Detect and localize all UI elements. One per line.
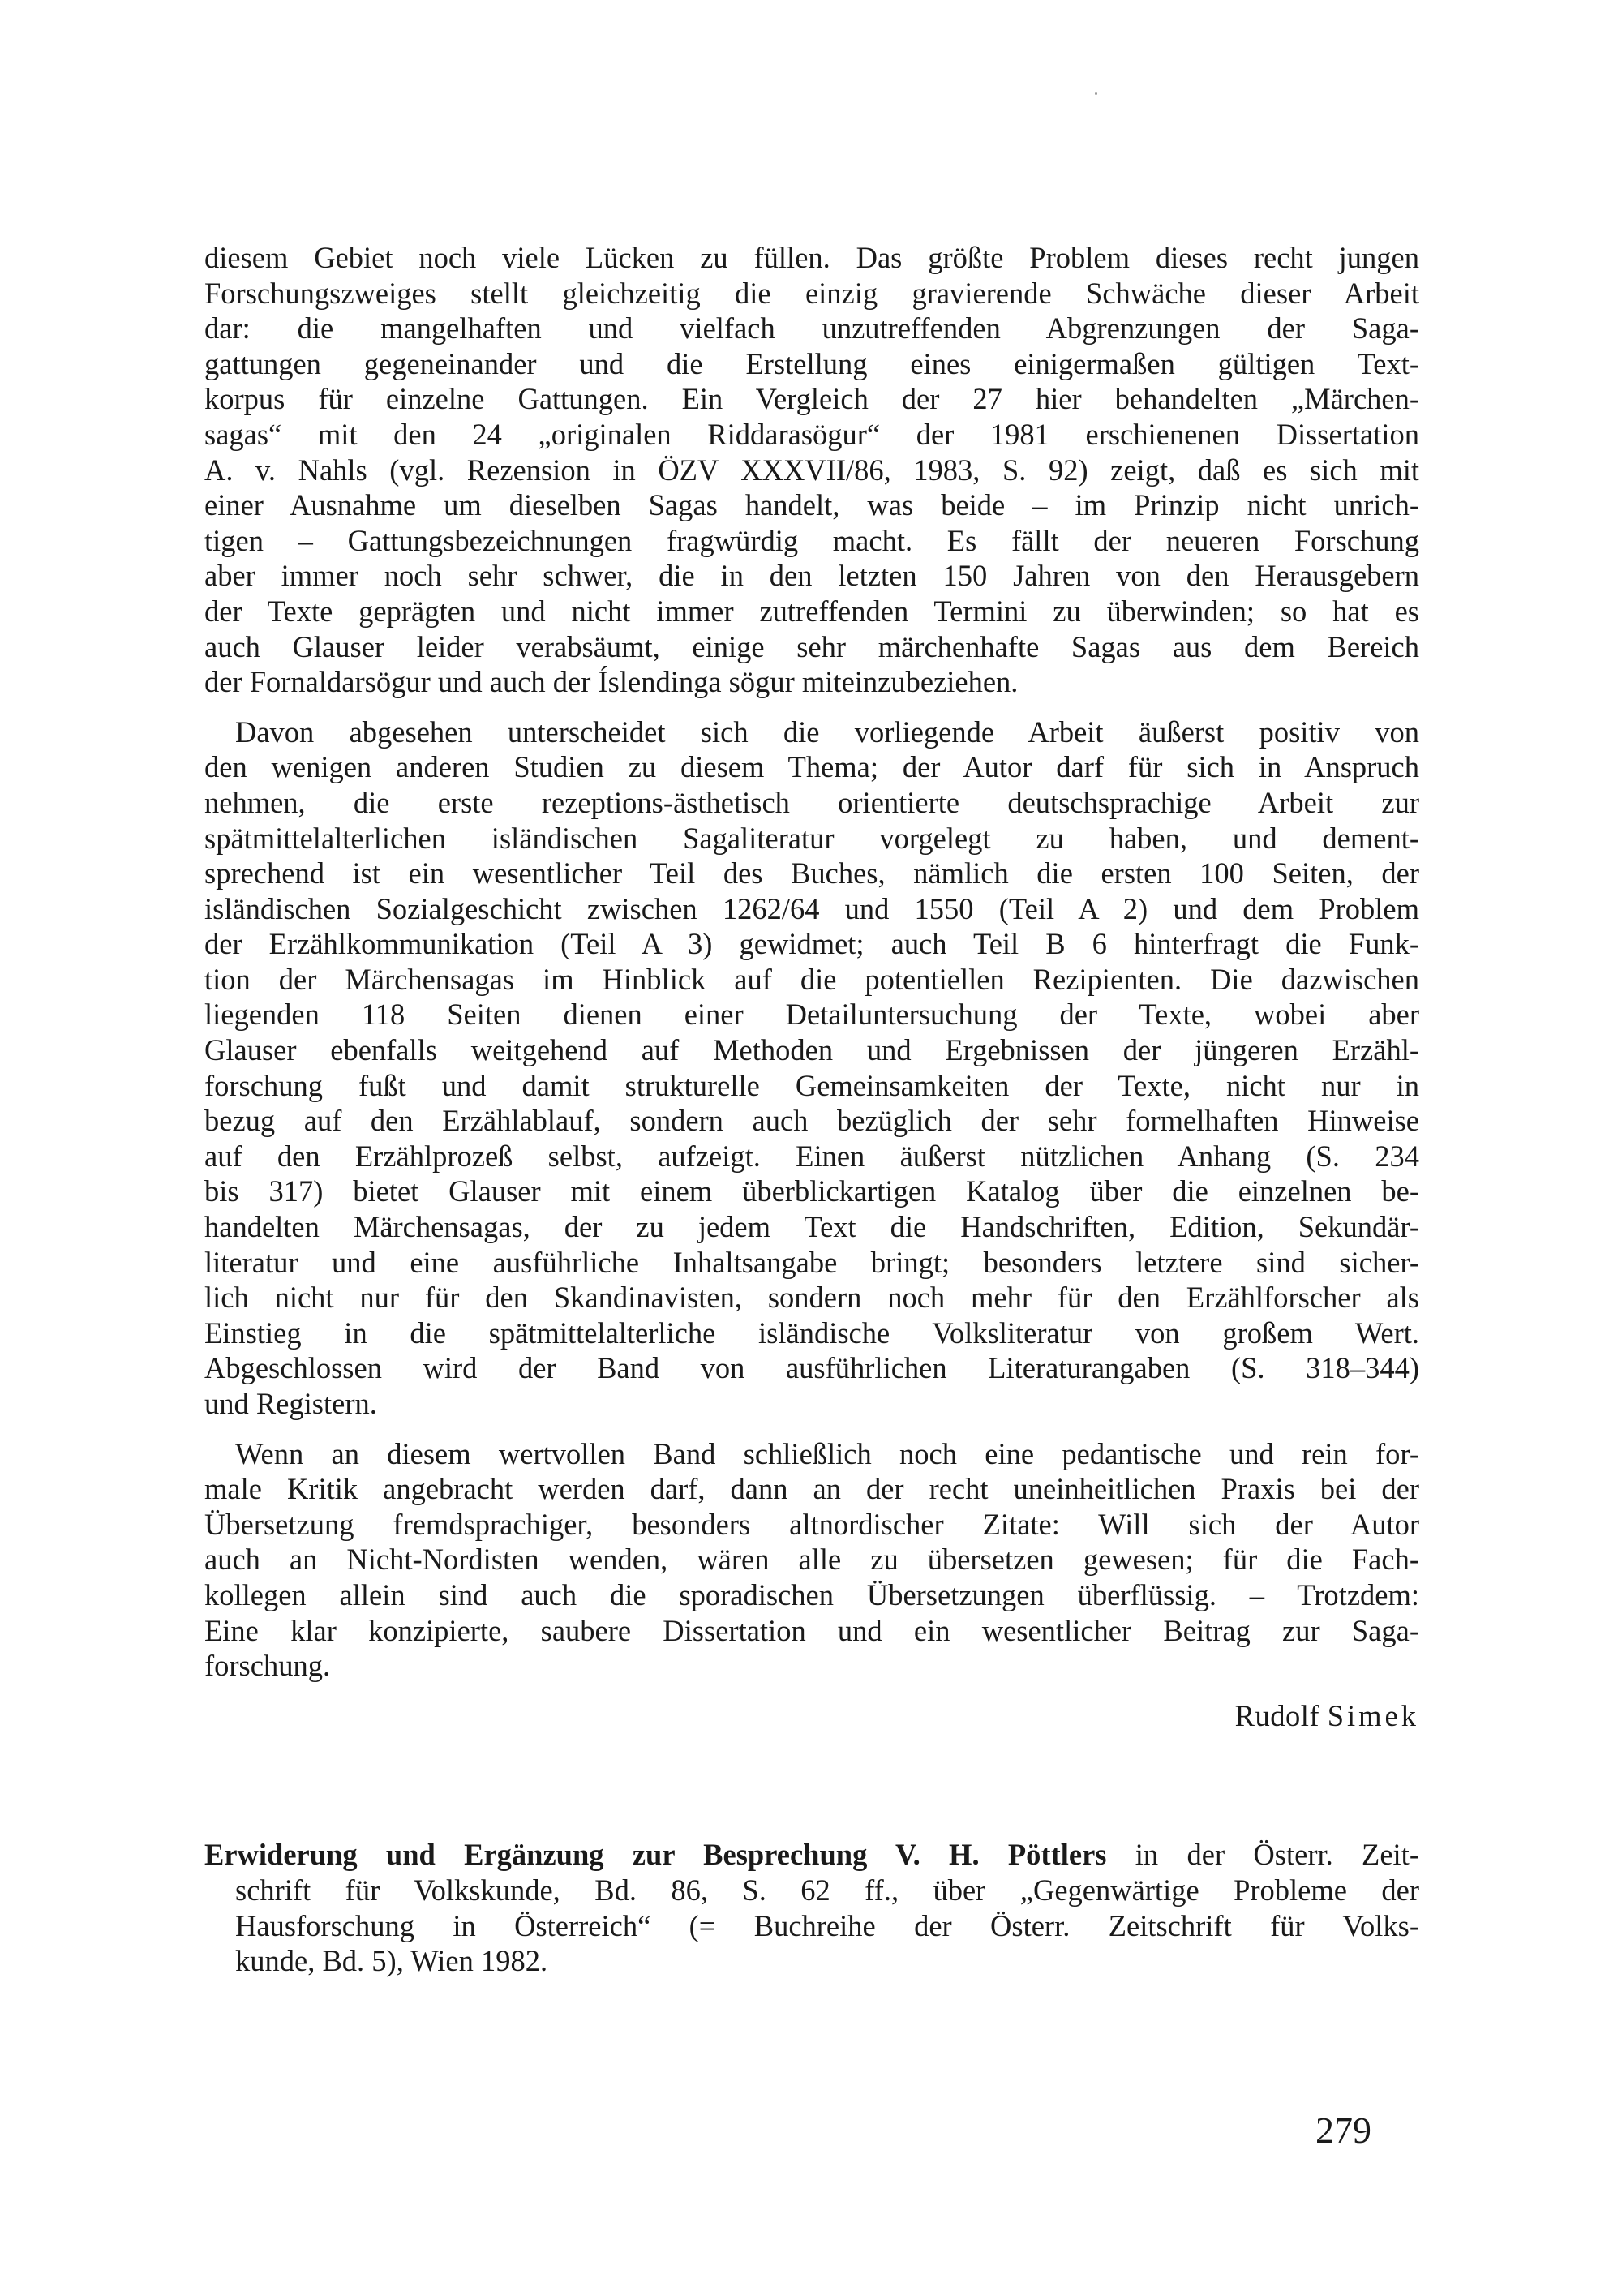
text-line: isländischen Sozialgeschicht zwischen 1262/64 und 1550 (Teil A 2) und dem Problem <box>204 891 1419 925</box>
paragraph-gap <box>204 1422 1419 1436</box>
document-body <box>204 240 1419 1979</box>
page-number: 279 <box>1315 2109 1371 2151</box>
text-line: Einstieg in die spätmittelalterliche isländische Volksliteratur von großem Wert. <box>204 1315 1419 1350</box>
text-line: sagas“ mit den 24 „originalen Riddarasögur“ der 1981 erschienenen Dissertation <box>204 417 1419 451</box>
text-line: kunde, Bd. 5), Wien 1982. <box>235 1944 548 1978</box>
text-line: Hausforschung in Österreich“ (= Buchreihe der Österr. Zeitschrift für Volks- <box>235 1908 1419 1942</box>
text-line: Davon abgesehen unterscheidet sich die vorliegende Arbeit äußerst positiv von <box>235 715 1419 749</box>
paragraph-1 <box>204 240 1419 700</box>
text-line: Glauser ebenfalls weitgehend auf Methoden und Ergebnissen der jüngeren Erzähl- <box>204 1033 1419 1067</box>
text-line: lich nicht nur für den Skandinavisten, sondern noch mehr für den Erzählforscher als <box>204 1281 1419 1315</box>
text-line: korpus für einzelne Gattungen. Ein Vergleich der 27 hier behandelten „Märchen- <box>204 382 1419 416</box>
text-line: spätmittelalterlichen isländischen Sagaliteratur vorgelegt zu haben, und dement- <box>204 821 1419 855</box>
text-line: bezug auf den Erzählablauf, sondern auch bezüglich der sehr formelhaften Hinweise <box>204 1104 1419 1138</box>
entry-title-line <box>204 1837 1419 1873</box>
text-line: literatur und eine ausführliche Inhaltsangabe bringt; besonders letztere sind sicher- <box>204 1245 1419 1279</box>
text-line: diesem Gebiet noch viele Lücken zu füllen. Das größte Problem dieses recht jungen <box>204 241 1419 274</box>
text-line: forschung. <box>204 1649 331 1683</box>
next-review-entry <box>204 1837 1419 1978</box>
text-line: gattungen gegeneinander und die Erstellung eines einigermaßen gültigen Text- <box>204 346 1419 380</box>
text-line: Abgeschlossen wird der Band von ausführlichen Literaturangaben (S. 318–344) <box>204 1351 1419 1385</box>
text-line: Eine klar konzipierte, saubere Dissertation und ein wesentlicher Beitrag zur Saga- <box>204 1613 1419 1647</box>
paragraph-2 <box>204 715 1419 1422</box>
text-line: auch Glauser leider verabsäumt, einige sehr märchenhafte Sagas aus dem Bereich <box>204 629 1419 663</box>
text-line: handelten Märchensagas, der zu jedem Text die Handschriften, Edition, Sekundär- <box>204 1210 1419 1244</box>
text-line: den wenigen anderen Studien zu diesem Thema; der Autor darf für sich in Anspruch <box>204 750 1419 784</box>
text-line: der Texte geprägten und nicht immer zutreffenden Termini zu überwinden; so hat es <box>204 594 1419 628</box>
text-line: Übersetzung fremdsprachiger, besonders altnordischer Zitate: Will sich der Autor <box>204 1507 1419 1541</box>
text-line: Forschungszweiges stellt gleichzeitig die einzig gravierende Schwäche dieser Arbeit <box>204 276 1419 310</box>
text-line: kollegen allein sind auch die sporadischen Übersetzungen überflüssig. – Trotzdem: <box>204 1577 1419 1611</box>
entry-title: Erwiderung und Ergänzung zur Besprechung V. H. Pöttlers <box>204 1838 1107 1872</box>
text-line: auf den Erzählprozeß selbst, aufzeigt. Einen äußerst nützlichen Anhang (S. 234 <box>204 1139 1419 1173</box>
paragraph-gap <box>204 700 1419 715</box>
text-line: dar: die mangelhaften und vielfach unzutreffenden Abgrenzungen der Saga- <box>204 311 1419 345</box>
text-line: nehmen, die erste rezeptions-ästhetisch orientierte deutschsprachige Arbeit zur <box>204 785 1419 819</box>
scan-speck <box>1095 92 1097 95</box>
entry-title-rest: in der Österr. Zeit- <box>1106 1838 1419 1872</box>
text-line: male Kritik angebracht werden darf, dann an der recht uneinheitlichen Praxis bei der <box>204 1472 1419 1506</box>
text-line: auch an Nicht-Nordisten wenden, wären alle zu übersetzen gewesen; für die Fach- <box>204 1543 1419 1577</box>
signature-first-name: Rudolf <box>1234 1698 1320 1732</box>
text-line: liegenden 118 Seiten dienen einer Detailuntersuchung der Texte, wobei aber <box>204 998 1419 1032</box>
text-line: schrift für Volkskunde, Bd. 86, S. 62 ff., über „Gegenwärtige Probleme der <box>235 1873 1419 1907</box>
text-line: sprechend ist ein wesentlicher Teil des Buches, nämlich die ersten 100 Seiten, der <box>204 856 1419 891</box>
signature-surname: Simek <box>1327 1698 1419 1732</box>
text-line: und Registern. <box>204 1387 377 1420</box>
text-line: Wenn an diesem wertvollen Band schließlich noch eine pedantische und rein for- <box>235 1436 1419 1470</box>
text-line: tion der Märchensagas im Hinblick auf die potentiellen Rezipienten. Die dazwischen <box>204 962 1419 996</box>
text-line: bis 317) bietet Glauser mit einem überblickartigen Katalog über die einzelnen be- <box>204 1174 1419 1208</box>
paragraph-3 <box>204 1436 1419 1684</box>
author-signature <box>204 1698 1419 1734</box>
text-line: der Fornaldarsögur und auch der Íslendinga sögur miteinzubeziehen. <box>204 665 1019 699</box>
text-line: einer Ausnahme um dieselben Sagas handelt, was beide – im Prinzip nicht unrich- <box>204 488 1419 522</box>
text-line: der Erzählkommunikation (Teil A 3) gewidmet; auch Teil B 6 hinterfragt die Funk- <box>204 927 1419 961</box>
text-line: aber immer noch sehr schwer, die in den letzten 150 Jahren von den Herausgebern <box>204 559 1419 593</box>
text-line: tigen – Gattungsbezeichnungen fragwürdig macht. Es fällt der neueren Forschung <box>204 523 1419 557</box>
text-line: A. v. Nahls (vgl. Rezension in ÖZV XXXVII/86, 1983, S. 92) zeigt, daß es sich mit <box>204 453 1419 487</box>
text-line: forschung fußt und damit strukturelle Gemeinsamkeiten der Texte, nicht nur in <box>204 1068 1419 1102</box>
